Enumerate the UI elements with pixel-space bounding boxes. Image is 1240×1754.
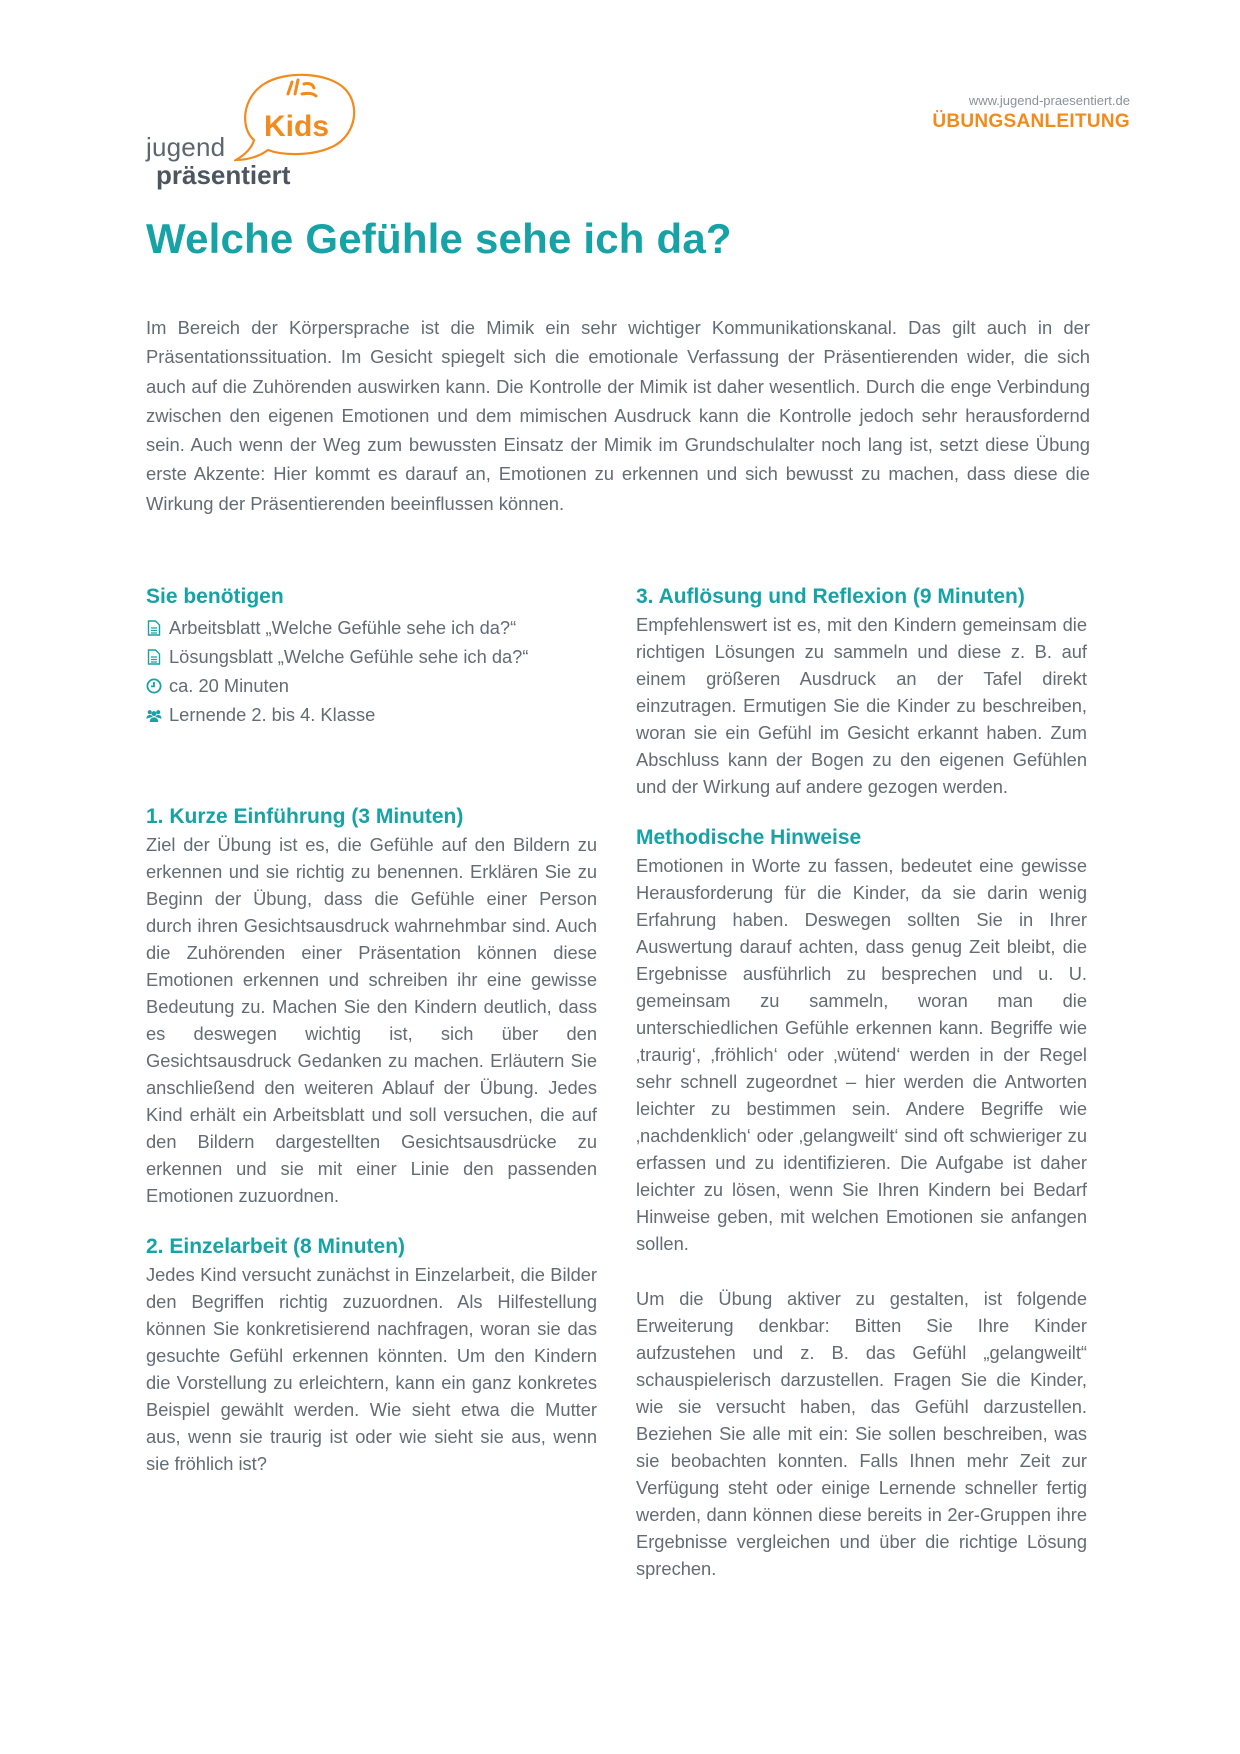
section-text-individual-work: Jedes Kind versucht zunächst in Einzelarbeit, die Bilder den Begriffen richtig zuzuordnen. Als Hilfestellung können Sie konkretisierend nachfragen, woran sie das gesuchte Gefühl erkennen könnten. Um den Kindern die Vorstellung zu erleichtern, kann ein ganz konkretes Beispiel gewählt werden. Wie sieht etwa die Mutter aus, wenn sie traurig ist oder wie sieht sie aus, wenn sie fröhlich ist? bbox=[146, 1264, 597, 1474]
intro-paragraph: Im Bereich der Körpersprache ist die Mimik ein sehr wichtiger Kommunikationskanal. Das gilt auch in der Präsentationssituation. Im Gesicht spiegelt sich die emotionale Verfassung der Präsentierenden wider, die sich auch auf die Zuhörenden auswirken kann. Die Kontrolle der Mimik ist daher wesentlich. Durch die enge Verbindung zwischen den eigenen Emotionen und dem mimischen Ausdruck kann die Kontrolle jedoch sehr herausfordernd sein. Auch wenn der Weg zum bewussten Einsatz der Mimik im Grundschulalter noch lang ist, setzt diese Übung erste Akzente: Hier kommt es darauf an, Emotionen zu erkennen und sich bewusst zu machen, dass diese die Wirkung der Präsentierenden beeinflussen können. bbox=[146, 317, 1090, 514]
document-icon bbox=[146, 649, 162, 665]
materials-item bbox=[146, 700, 597, 729]
materials-item-text: Lernende 2. bis 4. Klasse bbox=[169, 704, 376, 725]
left-column bbox=[146, 583, 597, 1477]
section-text-methodical-notes-extension: Um die Übung aktiver zu gestalten, ist folgende Erweiterung denkbar: Bitten Sie Ihre Kinder aufzustehen und z. B. das Gefühl „gelangweilt“ schauspielerisch darzustellen. Fragen Sie die Kinder, wie sie versucht haben, das Gefühl darzustellen. Beziehen Sie alle mit ein: Sie sollen beschreiben, was sie beobachten konnten. Falls Ihnen mehr Zeit zur Verfügung steht oder einige Lernende schneller fertig werden, dann können diese bereits in 2er-Gruppen ihre Ergebnisse vergleichen und über die richtige Lösung sprechen. bbox=[636, 1288, 1087, 1579]
section-text-intro: Ziel der Übung ist es, die Gefühle auf den Bildern zu erkennen und sie richtig zu benennen. Erklären Sie zu Beginn der Übung, dass die Gefühle einer Person durch ihren Gesichtsausdruck wahrnehmbar sind. Auch die Zuhörenden einer Präsentation können diese Emotionen erkennen und schreiben ihr eine gewisse Bedeutung zu. Machen Sie den Kindern deutlich, dass es deswegen wichtig ist, sich über den Gesichtsausdruck Gedanken zu machen. Erläutern Sie anschließend den weiteren Ablauf der Übung. Jedes Kind erhält ein Arbeitsblatt und soll versuchen, die auf den Bildern dargestellten Gesichtsausdrücke zu erkennen und sie mit einer Linie den passenden Emotionen zuzuordnen. bbox=[146, 834, 597, 1206]
materials-item-text: Lösungsblatt „Welche Gefühle sehe ich da?“ bbox=[169, 646, 529, 667]
jugend-praesentiert-kids-logo bbox=[146, 70, 356, 200]
speech-bubble-icon bbox=[234, 70, 358, 162]
section-heading-resolution: 3. Auflösung und Reflexion (9 Minuten) bbox=[636, 585, 1025, 608]
materials-heading: Sie benötigen bbox=[146, 585, 284, 608]
kids-badge-text: Kids bbox=[264, 110, 330, 143]
website-url[interactable]: www.jugend-praesentiert.de bbox=[968, 93, 1130, 108]
section-text-resolution: Empfehlenswert ist es, mit den Kindern gemeinsam die richtigen Lösungen zu sammeln und diese z. B. auf einem größeren Ausdruck an der Tafel direkt einzutragen. Ermutigen Sie die Kinder zu beschreiben, woran sie ein Gefühl im Gesicht erkannt haben. Zum Abschluss kann der Bogen zu den eigenen Gefühlen und der Wirkung auf andere gezogen werden. bbox=[636, 614, 1087, 797]
header-meta bbox=[932, 92, 1130, 134]
clock-icon bbox=[146, 678, 162, 694]
logo-word-praesentiert: präsentiert bbox=[156, 160, 291, 190]
materials-item bbox=[146, 613, 597, 642]
section-heading-methodical-notes: Methodische Hinweise bbox=[636, 826, 862, 849]
materials-item bbox=[146, 671, 597, 700]
section-heading-individual-work: 2. Einzelarbeit (8 Minuten) bbox=[146, 1235, 406, 1258]
section-heading-intro: 1. Kurze Einführung (3 Minuten) bbox=[146, 805, 464, 828]
document-type-label: ÜBUNGSANLEITUNG bbox=[932, 111, 1130, 132]
document-icon bbox=[146, 620, 162, 636]
materials-item-text: Arbeitsblatt „Welche Gefühle sehe ich da?“ bbox=[169, 617, 517, 638]
group-icon bbox=[146, 707, 162, 723]
logo-word-jugend: jugend bbox=[146, 132, 226, 162]
materials-item bbox=[146, 642, 597, 671]
materials-list bbox=[146, 613, 597, 729]
right-column bbox=[636, 583, 1087, 1582]
section-text-methodical-notes: Emotionen in Worte zu fassen, bedeutet eine gewisse Herausforderung für die Kinder, da sie darin wenig Erfahrung haben. Deswegen sollten Sie in Ihrer Auswertung darauf achten, dass genug Zeit bleibt, die Ergebnisse ausführlich zu besprechen und u. U. gemeinsam zu sammeln, woran man die unterschiedlichen Gefühle erkennen kann. Begriffe wie ‚traurig‘, ‚fröhlich‘ oder ‚wütend‘ werden in der Regel sehr schnell zugeordnet – hier werden die Antworten leichter zu bestimmen sein. Andere Begriffe wie ‚nachdenklich‘ oder ‚gelangweilt‘ sind oft schwieriger zu erfassen und zu identifizieren. Die Aufgabe ist daher leichter zu lösen, wenn Sie Ihren Kindern bei Bedarf Hinweise geben, mit welchen Emotionen sie anfangen sollen. bbox=[636, 855, 1087, 1254]
materials-item-text: ca. 20 Minuten bbox=[169, 675, 289, 696]
page-title: Welche Gefühle sehe ich da? bbox=[146, 215, 732, 262]
